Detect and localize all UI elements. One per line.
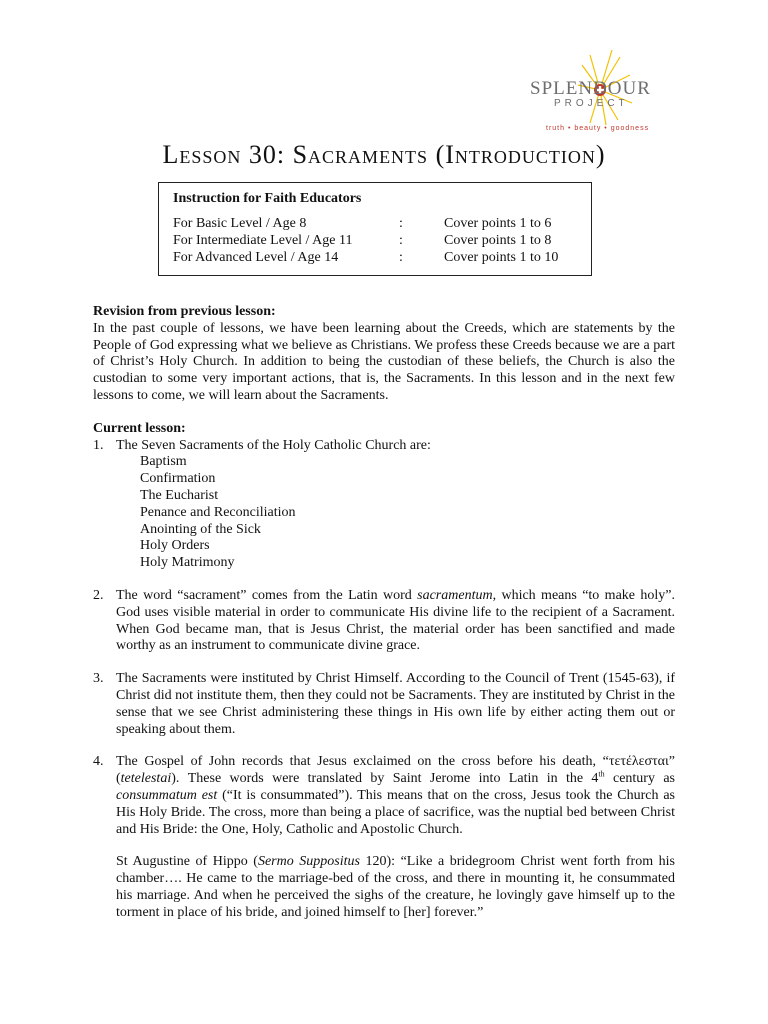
separator: :	[399, 216, 403, 231]
sacrament-item: Holy Matrimony	[140, 555, 235, 571]
separator: :	[399, 233, 403, 248]
latin-term: consummatum est	[116, 787, 218, 803]
point-text: The Seven Sacraments of the Holy Catholic Church are:	[116, 437, 431, 453]
logo-tagline: truth • beauty • goodness	[546, 125, 650, 132]
sacrament-item: Anointing of the Sick	[140, 521, 261, 537]
work-title: Sermo Suppositus	[257, 854, 360, 870]
text-run: The word “sacrament” comes from the Latin word	[116, 587, 418, 603]
lesson-point-3	[93, 671, 675, 738]
text-run: century as	[604, 771, 675, 787]
separator: :	[399, 250, 403, 265]
text-run: , which means “to make holy”. God uses visible material in order to communicate His divine life to the recipient of a Sacrament. When God became man, that is Jesus Christ, the material order has been sanctified and made worthy as an instrument to communicate divine grace.	[116, 587, 675, 654]
sacrament-item: The Eucharist	[140, 487, 219, 503]
lesson-point-2	[93, 588, 675, 655]
lesson-point-1	[93, 438, 675, 572]
cover-points: Cover points 1 to 10	[444, 250, 559, 265]
point-number: 2.	[93, 587, 104, 603]
logo-project-text: PROJECT	[554, 98, 629, 109]
point-number: 4.	[93, 754, 104, 770]
cover-points: Cover points 1 to 6	[444, 216, 552, 231]
point-number: 3.	[93, 671, 104, 687]
revision-heading: Revision from previous lesson:	[93, 304, 276, 319]
instruction-row	[173, 249, 577, 266]
point-text	[116, 588, 675, 655]
text-run: 120): “Like a bridegroom Christ went forth from his chamber…. He came to the marriage-bed of the cross, and there in mounting it, he consummated his marriage. And when he perceived the sighs of the creature, he lovingly gave himself up to the torment in place of his bride, and joined himself to [her] forever.”	[116, 854, 675, 920]
instruction-row	[173, 215, 577, 232]
lesson-point-4	[93, 754, 675, 921]
text-run: ). These words were translated by Saint Jerome into Latin in the 4	[171, 771, 599, 787]
page-title: Lesson 30: Sacraments (Introduction)	[162, 140, 606, 169]
level-label: For Basic Level / Age 8	[173, 216, 307, 231]
latin-term: sacramentum	[417, 587, 493, 603]
sacrament-item: Confirmation	[140, 471, 216, 487]
lesson-points	[93, 438, 675, 922]
current-lesson-heading: Current lesson:	[93, 420, 186, 436]
augustine-quote	[116, 854, 675, 921]
text-run: The Gospel of John records that Jesus exclaimed on the cross before his death, “τετέλεσται” (	[116, 754, 675, 787]
instruction-heading: Instruction for Faith Educators	[173, 191, 362, 206]
sacrament-item: Penance and Reconciliation	[140, 504, 296, 520]
text-run: (“It is consummated”). This means that on the cross, Jesus took the Church as His Holy Bride. The cross, more than being a place of sacrifice, was the nuptial bed between Christ and His Bride: the One, Holy, Catholic and Apostolic Church.	[116, 787, 675, 837]
sacrament-item: Baptism	[140, 454, 187, 470]
point-number: 1.	[93, 437, 104, 453]
sacrament-item: Holy Orders	[140, 538, 210, 554]
text-run: St Augustine of Hippo (	[116, 854, 258, 870]
splendour-project-logo	[520, 45, 680, 145]
cover-points: Cover points 1 to 8	[444, 233, 552, 248]
level-label: For Intermediate Level / Age 11	[173, 233, 353, 248]
ordinal-suffix: th	[598, 769, 605, 779]
point-text	[116, 754, 675, 838]
transliteration: tetelestai	[120, 771, 172, 787]
point-text: The Sacraments were instituted by Christ Himself. According to the Council of Trent (1545-63), if Christ did not institute them, then they could not be Sacraments. They are instituted by Christ in the sense that we see Christ administering these things in His own life by either acting them out or speaking about them.	[116, 671, 675, 737]
sacrament-list	[116, 454, 675, 572]
lesson-content	[93, 304, 675, 922]
logo-brand-text: SPLENDOUR	[530, 78, 651, 99]
instruction-box	[158, 182, 592, 276]
revision-text: In the past couple of lessons, we have been learning about the Creeds, which are statements by the People of God expressing what we believe as Christians. We profess these Creeds because we are a part of Christ’s Holy Church. In addition to being the custodian of these beliefs, the Church is also the custodian to some very important actions, that is, the Sacraments. In this lesson and in the next few lessons to come, we will learn about the Sacraments.	[93, 320, 675, 403]
instruction-row	[173, 232, 577, 249]
level-label: For Advanced Level / Age 14	[173, 250, 339, 265]
